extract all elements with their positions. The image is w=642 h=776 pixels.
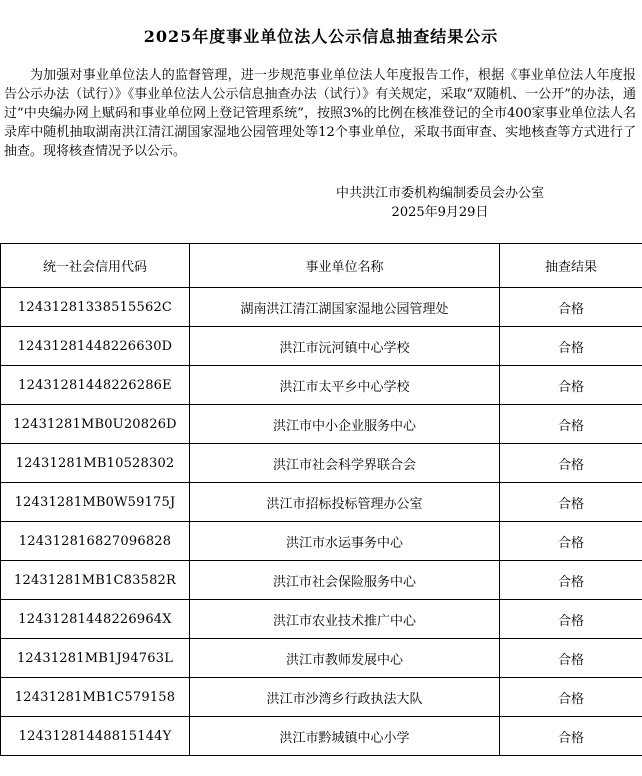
credit-code-cell: 12431281MB1C83582R: [1, 561, 190, 600]
unit-name-cell: 洪江市沅河镇中心学校: [190, 327, 500, 366]
result-cell: 合格: [500, 561, 642, 600]
header-result: 抽查结果: [500, 244, 642, 288]
unit-name-cell: 洪江市社会保险服务中心: [190, 561, 500, 600]
table-row: [1, 288, 642, 327]
credit-code-cell: 12431281338515562C: [1, 288, 190, 327]
intro-paragraph: 为加强对事业单位法人的监督管理，进一步规范事业单位法人年度报告工作，根据《事业单位法人年度报告公示办法（试行）》《事业单位法人公示信息抽查办法（试行）》有关规定，采取“双随机、一公开”的办法，通过“中央编办网上赋码和事业单位网上登记管理系统”，按照3%的比例在核准登记的全市400家事业单位法人名录库中随机抽取湖南洪江清江湖国家湿地公园管理处等12个事业单位，采取书面审查、实地核查等方式进行了抽查。现将核查情况予以公示。: [4, 68, 636, 159]
credit-code-cell: 12431281MB10528302: [1, 444, 190, 483]
result-cell: 合格: [500, 483, 642, 522]
result-cell: 合格: [500, 366, 642, 405]
header-credit-code: 统一社会信用代码: [1, 244, 190, 288]
table-row: [1, 600, 642, 639]
unit-name-cell: 洪江市农业技术推广中心: [190, 600, 500, 639]
signature-date: 2025年9月29日: [391, 205, 489, 220]
document-title: 2025年度事业单位法人公示信息抽查结果公示: [143, 27, 499, 46]
unit-name-cell: 洪江市社会科学界联合会: [190, 444, 500, 483]
credit-code-cell: 12431281MB1C579158: [1, 678, 190, 717]
result-cell: 合格: [500, 444, 642, 483]
result-cell: 合格: [500, 717, 642, 756]
result-cell: 合格: [500, 600, 642, 639]
table-row: [1, 405, 642, 444]
inspection-result-table: [0, 243, 642, 756]
table-row: [1, 327, 642, 366]
credit-code-cell: 12431281MB0W59175J: [1, 483, 190, 522]
table-row: [1, 483, 642, 522]
result-cell: 合格: [500, 639, 642, 678]
table-row: [1, 444, 642, 483]
result-cell: 合格: [500, 405, 642, 444]
credit-code-cell: 12431281448226964X: [1, 600, 190, 639]
credit-code-cell: 12431281MB1J94763L: [1, 639, 190, 678]
credit-code-cell: 12431281MB0U20826D: [1, 405, 190, 444]
table-row: [1, 522, 642, 561]
unit-name-cell: 湖南洪江清江湖国家湿地公园管理处: [190, 288, 500, 327]
result-cell: 合格: [500, 327, 642, 366]
table-header-row: [1, 244, 642, 288]
unit-name-cell: 洪江市水运事务中心: [190, 522, 500, 561]
table-row: [1, 639, 642, 678]
credit-code-cell: 124312816827096828: [1, 522, 190, 561]
credit-code-cell: 12431281448226630D: [1, 327, 190, 366]
table-row: [1, 366, 642, 405]
table-row: [1, 717, 642, 756]
credit-code-cell: 12431281448815144Y: [1, 717, 190, 756]
unit-name-cell: 洪江市黔城镇中心小学: [190, 717, 500, 756]
result-cell: 合格: [500, 678, 642, 717]
signature-organization: 中共洪江市委机构编制委员会办公室: [335, 186, 544, 201]
unit-name-cell: 洪江市招标投标管理办公室: [190, 483, 500, 522]
result-cell: 合格: [500, 522, 642, 561]
unit-name-cell: 洪江市太平乡中心学校: [190, 366, 500, 405]
credit-code-cell: 12431281448226286E: [1, 366, 190, 405]
unit-name-cell: 洪江市中小企业服务中心: [190, 405, 500, 444]
table-row: [1, 678, 642, 717]
table-row: [1, 561, 642, 600]
header-unit-name: 事业单位名称: [190, 244, 500, 288]
result-cell: 合格: [500, 288, 642, 327]
unit-name-cell: 洪江市沙湾乡行政执法大队: [190, 678, 500, 717]
unit-name-cell: 洪江市教师发展中心: [190, 639, 500, 678]
